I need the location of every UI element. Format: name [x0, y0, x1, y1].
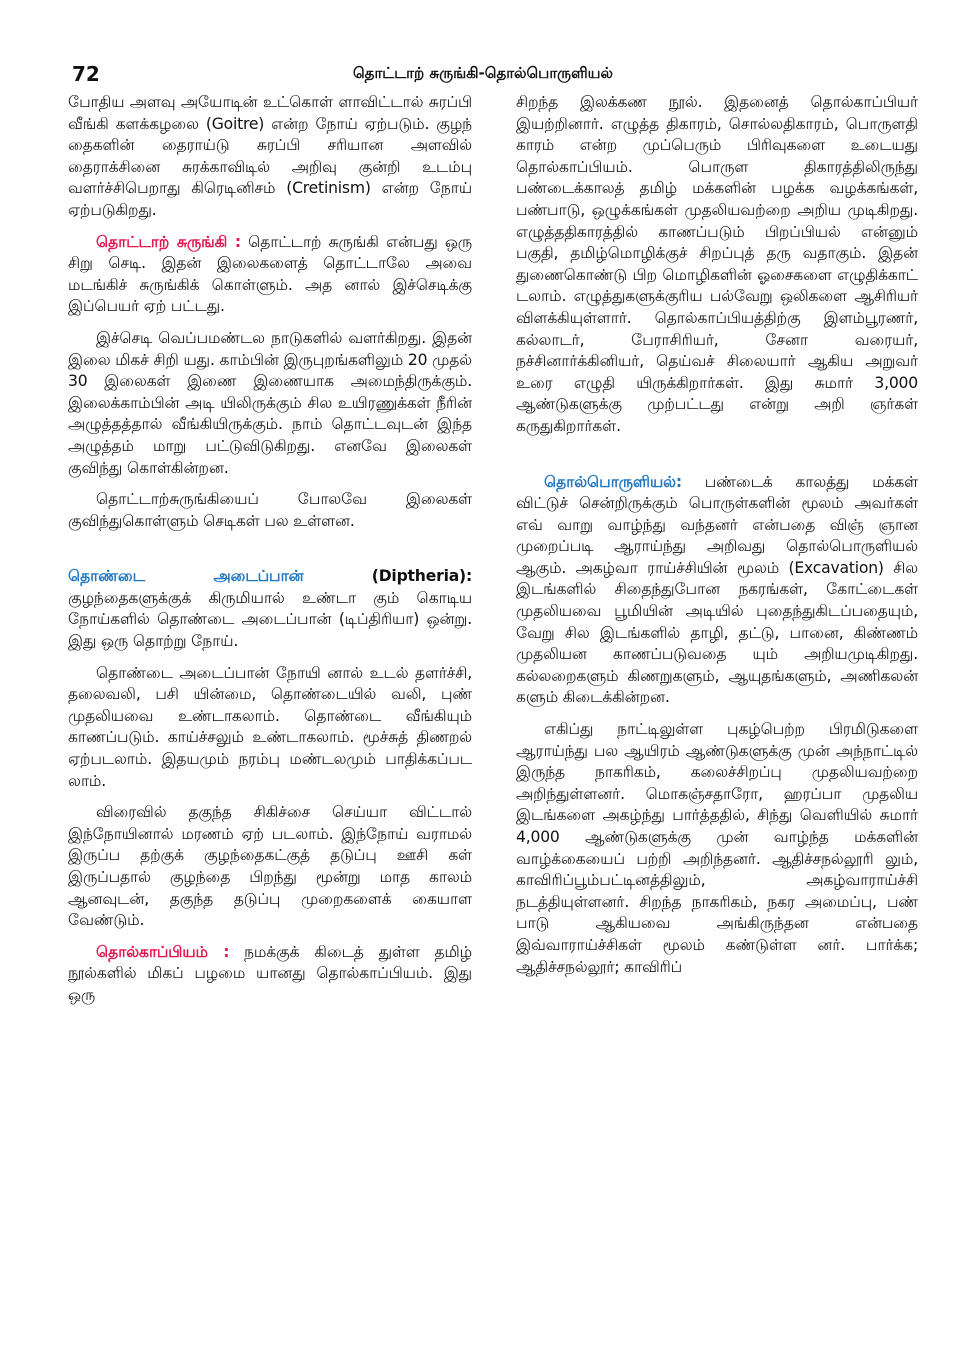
- paragraph: விரைவில் தகுந்த சிகிச்சை செய்யா விட்டால் இந்நோயினால் மரணம் ஏற் படலாம். இந்நோய் வராமல் இருப்ப தற்குக் குழந்தைகட்குத் தடுப்பு ஊசி கள் இருப்பதால் குழந்தை பிறந்து மூன்று மாத காலம் ஆனவுடன், தகுந்த தடுப்பு முறைகளைக் கையாள வேண்டும்.: [68, 803, 472, 930]
- entry-heading: தொல்பொருளியல்:: [544, 472, 682, 491]
- page-number: 72: [72, 62, 100, 86]
- paragraph: தொட்டாற்சுருங்கியைப் போலவே இலைகள் குவிந்துகொள்ளும் செடிகள் பல உள்ளன.: [68, 490, 472, 530]
- entry-diptheria-heading: [68, 566, 472, 652]
- entry-text: பண்டைக் காலத்து மக்கள் விட்டுச் சென்றிருக்கும் பொருள்களின் மூலம் அவர்கள் எவ் வாறு வாழ்ந்து வந்தனர் என்பதை விஞ் ஞான முறைப்படி ஆராய்ந்து அறிவது தொல்பொருளியல் ஆகும். அகழ்வா ராய்ச்சியின் மூலம் (Excavation) சில இடங்களில் சிதைந்துபோன நகரங்கள், கோட்டைகள் முதலியவை பூமியின் அடியில் புதைந்துகிடப்பதையும், வேறு சில இடங்களில் தாழி, தட்டு, பானை, கிண்ணம் முதலியன காணப்படுவதை யும் அறியமுடிகிறது. கல்லறைகளும் கிணறுகளும், ஆயுதங்களும், அணிகலன் களும் கிடைக்கின்றன.: [516, 472, 918, 707]
- entry-tholkappiyam: [68, 942, 472, 1007]
- paragraph: இச்செடி வெப்பமண்டல நாடுகளில் வளர்கிறது. இதன் இலை மிகச் சிறி யது. காம்பின் இருபுறங்களிலும் 20 முதல் 30 இலைகள் இணை இணையாக அமைந்திருக்கும். இலைக்காம்பின் அடி யிலிருக்கும் சில உயிரணுக்கள் நீரின் அழுத்தத்தால் வீங்கியிருக்கும். நாம் தொட்டவுடன் இந்த அழுத்தம் மாறு பட்டுவிடுகிறது. எனவே இலைகள் குவிந்து கொள்கின்றன.: [68, 328, 472, 477]
- paragraph: தொண்டை அடைப்பான் நோயி னால் உடல் தளர்ச்சி, தலைவலி, பசி யின்மை, தொண்டையில் வலி, புண் முதலியவை உண்டாகலாம். தொண்டை வீங்கியும் காணப்படும். காய்ச்சலும் உண்டாகலாம். மூச்சுத் திணறல் ஏற்படலாம். இதயமும் நரம்பு மண்டலமும் பாதிக்கப்பட லாம்.: [68, 663, 472, 790]
- entry-text: குழந்தைகளுக்குக் கிருமியால் உண்டா கும் கொடிய நோய்களில் தொண்டை அடைப்பான் (டிப்திரியா) ஒன்று. இது ஒரு தொற்று நோய்.: [68, 588, 472, 651]
- continued-paragraph: சிறந்த இலக்கண நூல். இதனைத் தொல்காப்பியர் இயற்றினார். எழுத்த திகாரம், சொல்லதிகாரம், பொருளதி காரம் என்ற முப்பெரும் பிரிவுகளை உடையது தொல்காப்பியம். பொருள திகாரத்திலிருந்து பண்டைக்காலத் தமிழ் மக்களின் பழக்க வழக்கங்கள், பண்பாடு, ஒழுக்கங்கள் முதலியவற்றை அறிய முடிகிறது. எழுத்ததிகாரத்தில் காணப்படும் பிறப்பியல் என்னும் பகுதி, தமிழ்மொழிக்குச் சிறப்புத் தரு வதாகும். இதன் துணைகொண்டு பிற மொழிகளின் ஓசைகளை எழுதிக்காட் டலாம். எழுத்துகளுக்குரிய பல்வேறு ஒலிகளை ஆசிரியர் விளக்கியுள்ளார். தொல்காப்பியத்திற்கு இளம்பூரணர், கல்லாடர், பேராசிரியர், சேனா வரையர், நச்சினார்க்கினியர், தெய்வச் சிலையார் ஆகிய அறுவர் உரை எழுதி யிருக்கிறார்கள். இது சுமார் 3,000 ஆண்டுகளுக்கு முற்பட்டது என்று அறி ஞர்கள் கருதுகிறார்கள்.: [516, 93, 918, 435]
- entry-heading: தொட்டாற் சுருங்கி :: [96, 232, 241, 251]
- entry-thottarsurungi: [68, 232, 472, 318]
- entry-heading: தொல்காப்பியம் :: [96, 942, 230, 961]
- running-title: தொட்டாற் சுருங்கி-தொல்பொருளியல்: [353, 64, 613, 82]
- paragraph: எகிப்து நாட்டிலுள்ள புகழ்பெற்ற பிரமிடுகளை ஆராய்ந்து பல ஆயிரம் ஆண்டுகளுக்கு முன் அந்நாட்டில் இருந்த நாகரிகம், கலைச்சிறப்பு முதலியவற்றை அறிந்துள்ளனர். மொகஞ்சதாரோ, ஹரப்பா முதலிய இடங்களை அகழ்ந்து பார்த்ததில், சிந்து வெளியில் சுமார் 4,000 ஆண்டுகளுக்கு முன் வாழ்ந்த மக்களின் வாழ்க்கையைப் பற்றி அறிந்தனர். ஆதிச்சநல்லூரி லும், காவிரிப்பூம்பட்டினத்திலும், அகழ்வாராய்ச்சி நடத்தியுள்ளனர். சிறந்த நாகரிகம், நகர அமைப்பு, பண் பாடு ஆகியவை அங்கிருந்தன என்பதை இவ்வாராய்ச்சிகள் மூலம் கண்டுள்ள னர். பார்க்க; ஆதிச்சநல்லூர்; காவிரிப்: [516, 720, 918, 976]
- entry-heading-english: (Diptheria):: [371, 567, 472, 586]
- left-column: [68, 92, 472, 1007]
- right-column: [516, 92, 918, 978]
- entry-text: நமக்குக் கிடைத் துள்ள தமிழ் நூல்களில் மிகப் பழமை யானது தொல்காப்பியம். இது ஒரு: [68, 942, 472, 1004]
- continued-paragraph: போதிய அளவு அயோடின் உட்கொள் ளாவிட்டால் சுரப்பி வீங்கி களக்கழலை (Goitre) என்ற நோய் ஏற்படும். குழந் தைகளின் தைராய்டு சுரப்பி சரியான அளவில் தைராக்சினை சுரக்காவிடில் அறிவு குன்றி உடம்பு வளர்ச்சிபெறாது கிரெடினிசம் (Cretinism) என்ற நோய் ஏற்படுகிறது.: [68, 93, 472, 219]
- entry-text: தொட்டாற் சுருங்கி என்பது ஒரு சிறு செடி. இதன் இலைகளைத் தொட்டாலே அவை மடங்கிச் சுருங்கிக் கொள்ளும். அத னால் இச்செடிக்கு இப்பெயர் ஏற் பட்டது.: [68, 232, 472, 316]
- entry-heading: தொண்டை அடைப்பான்: [68, 567, 304, 586]
- entry-tholporuliyal: [516, 472, 918, 710]
